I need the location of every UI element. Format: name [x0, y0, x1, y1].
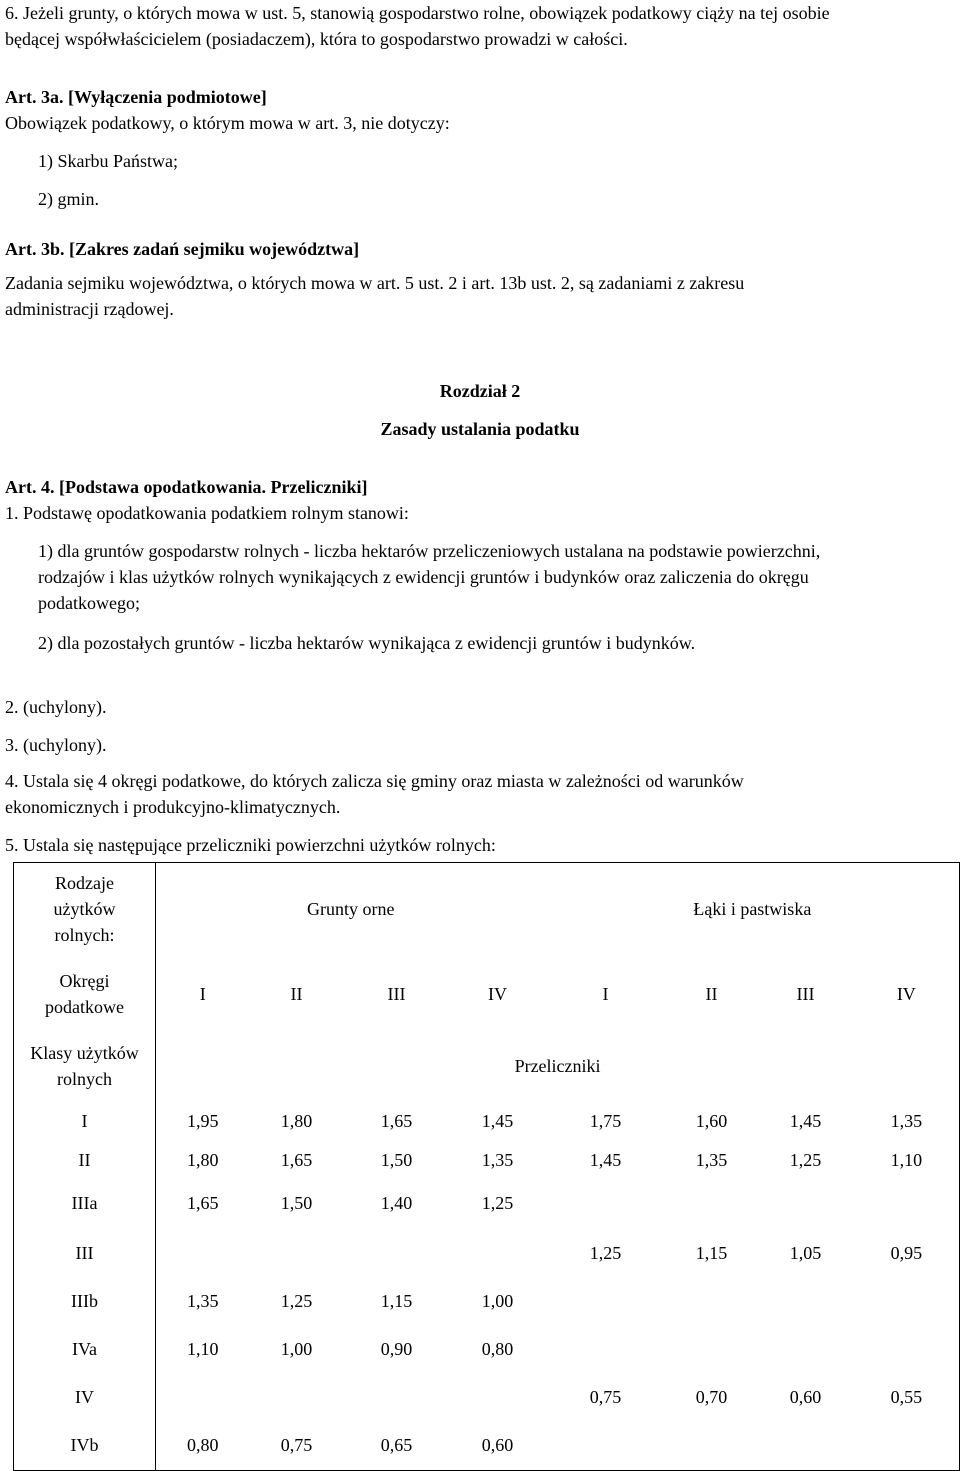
rodzaje-label	[14, 863, 156, 955]
klasa-cell: IV	[14, 1373, 156, 1421]
value-cell: 1,65	[187, 1192, 219, 1213]
value-cell: 1,65	[380, 1110, 413, 1131]
label-line: podatkowe	[45, 996, 124, 1017]
value-cell: 1,65	[280, 1149, 313, 1170]
okreg-cell: III	[387, 983, 406, 1004]
table-header-okregi	[14, 955, 960, 1033]
okreg-cell: IV	[896, 983, 916, 1004]
value-cell: 1,05	[789, 1242, 822, 1263]
table-row	[14, 1143, 960, 1177]
value-cell	[666, 1277, 758, 1325]
value-cell: 1,75	[589, 1110, 622, 1131]
art4-p1: 1. Podstawę opodatkowania podatkiem rolnym stanowi:	[5, 503, 409, 523]
value-cell	[450, 1373, 546, 1421]
table-row	[14, 1177, 960, 1229]
table-header-rodzaje	[14, 863, 960, 955]
label-line: rolnych	[57, 1068, 112, 1089]
value-cell	[854, 1177, 960, 1229]
value-cell	[854, 1277, 960, 1325]
value-cell: 0,90	[380, 1338, 413, 1359]
laki-header: Łąki i pastwiska	[693, 898, 812, 919]
value-cell: 1,35	[481, 1149, 514, 1170]
value-cell	[546, 1177, 666, 1229]
art4-heading: Art. 4. [Podstawa opodatkowania. Przeliczniki]	[5, 477, 368, 497]
paragraph-line: Zadania sejmiku województwa, o których mowa w art. 5 ust. 2 i art. 13b ust. 2, są zadaniami z zakresu	[5, 273, 745, 293]
label-line: rolnych:	[54, 924, 115, 945]
value-cell: 1,25	[280, 1290, 313, 1311]
klasa-cell: IVa	[14, 1325, 156, 1373]
value-cell: 1,45	[481, 1110, 514, 1131]
label-line: użytków	[53, 898, 116, 919]
table-header-klasy	[14, 1033, 960, 1099]
value-cell: 0,60	[789, 1386, 822, 1407]
value-cell	[758, 1177, 854, 1229]
klasa-cell: IIIb	[14, 1277, 156, 1325]
klasa-cell: IIIa	[14, 1177, 156, 1229]
value-cell: 1,10	[890, 1149, 923, 1170]
label-line: Rodzaje	[55, 872, 114, 893]
paragraph-line: podatkowego;	[38, 593, 140, 613]
value-cell: 0,60	[481, 1435, 514, 1456]
value-cell	[156, 1229, 250, 1277]
okreg-cell: I	[602, 983, 609, 1004]
value-cell	[546, 1421, 666, 1471]
paragraph-line: ekonomicznych i produkcyjno-klimatycznych.	[5, 797, 341, 817]
value-cell: 1,25	[589, 1242, 622, 1263]
paragraph-line: administracji rządowej.	[5, 299, 174, 319]
value-cell: 0,75	[589, 1386, 622, 1407]
paragraph-line: będącej współwłaścicielem (posiadaczem), która to gospodarstwo prowadzi w całości.	[5, 29, 628, 49]
value-cell: 1,45	[789, 1110, 822, 1131]
value-cell	[344, 1373, 450, 1421]
value-cell: 1,60	[695, 1110, 728, 1131]
value-cell	[344, 1229, 450, 1277]
value-cell: 1,35	[890, 1110, 923, 1131]
value-cell: 1,80	[187, 1149, 219, 1170]
value-cell: 0,55	[890, 1386, 923, 1407]
chapter-title: Zasady ustalania podatku	[380, 419, 580, 439]
art4-item-2: 2) dla pozostałych gruntów - liczba hektarów wynikająca z ewidencji gruntów i budynków.	[38, 633, 696, 653]
table-row	[14, 1421, 960, 1471]
value-cell	[666, 1177, 758, 1229]
klasa-cell: I	[14, 1099, 156, 1143]
okreg-cell: II	[705, 983, 718, 1004]
value-cell: 1,10	[187, 1338, 219, 1359]
value-cell: 1,35	[187, 1290, 219, 1311]
art3a-item-1: 1) Skarbu Państwa;	[38, 151, 178, 171]
klasa-cell: II	[14, 1143, 156, 1177]
art4-p3: 3. (uchylony).	[5, 735, 107, 755]
paragraph-line: 6. Jeżeli grunty, o których mowa w ust. 5, stanowią gospodarstwo rolne, obowiązek podatkowy ciąży na tej osobie	[5, 3, 830, 23]
value-cell: 0,80	[187, 1435, 219, 1456]
value-cell: 1,25	[481, 1192, 514, 1213]
klasa-cell: III	[14, 1229, 156, 1277]
value-cell	[450, 1229, 546, 1277]
okreg-cell: IV	[488, 983, 508, 1004]
value-cell	[854, 1325, 960, 1373]
value-cell: 0,75	[280, 1435, 313, 1456]
value-cell: 1,80	[280, 1110, 313, 1131]
klasa-cell: IVb	[14, 1421, 156, 1471]
art4-p2: 2. (uchylony).	[5, 697, 107, 717]
value-cell: 0,80	[481, 1338, 514, 1359]
art3b-text	[5, 270, 955, 322]
art4-p4	[5, 768, 955, 820]
label-line: Klasy użytków	[30, 1042, 139, 1063]
value-cell	[250, 1229, 344, 1277]
table-row	[14, 1099, 960, 1143]
paragraph-line: 4. Ustala się 4 okręgi podatkowe, do których zalicza się gminy oraz miasta w zależności od warunków	[5, 771, 744, 791]
value-cell	[666, 1325, 758, 1373]
value-cell: 1,45	[589, 1149, 622, 1170]
value-cell: 1,25	[789, 1149, 822, 1170]
table-row	[14, 1373, 960, 1421]
przeliczniki-table	[13, 862, 960, 1471]
paragraph-line: 1) dla gruntów gospodarstw rolnych - liczba hektarów przeliczeniowych ustalana na podstawie powierzchni,	[38, 541, 821, 561]
table-row	[14, 1325, 960, 1373]
value-cell	[758, 1421, 854, 1471]
table-row	[14, 1277, 960, 1325]
table-body	[14, 1099, 960, 1471]
chapter-number: Rozdział 2	[439, 381, 521, 401]
value-cell: 1,15	[695, 1242, 728, 1263]
value-cell	[854, 1421, 960, 1471]
art4-item-1	[38, 538, 953, 616]
art3b-heading: Art. 3b. [Zakres zadań sejmiku województwa]	[5, 239, 360, 259]
value-cell: 0,65	[380, 1435, 413, 1456]
value-cell	[546, 1325, 666, 1373]
art4-p5: 5. Ustala się następujące przeliczniki powierzchni użytków rolnych:	[5, 835, 496, 855]
value-cell: 1,95	[187, 1110, 219, 1131]
table-row	[14, 1229, 960, 1277]
value-cell	[758, 1277, 854, 1325]
klasy-label	[14, 1033, 156, 1099]
okregi-label	[14, 955, 156, 1033]
value-cell: 1,00	[280, 1338, 313, 1359]
przeliczniki-header: Przeliczniki	[514, 1055, 601, 1076]
art3a-item-2: 2) gmin.	[38, 189, 99, 209]
value-cell: 1,50	[280, 1192, 313, 1213]
value-cell: 1,40	[380, 1192, 413, 1213]
paragraph-6	[5, 0, 955, 52]
label-line: Okręgi	[59, 970, 110, 991]
okreg-cell: III	[796, 983, 815, 1004]
value-cell	[546, 1277, 666, 1325]
value-cell	[250, 1373, 344, 1421]
okreg-cell: I	[199, 983, 206, 1004]
value-cell: 1,00	[481, 1290, 514, 1311]
art3a-text: Obowiązek podatkowy, o którym mowa w art. 3, nie dotyczy:	[5, 113, 450, 133]
value-cell: 1,50	[380, 1149, 413, 1170]
value-cell: 0,95	[890, 1242, 923, 1263]
value-cell	[666, 1421, 758, 1471]
value-cell: 0,70	[695, 1386, 728, 1407]
okreg-cell: II	[290, 983, 303, 1004]
value-cell	[156, 1373, 250, 1421]
art3a-heading: Art. 3a. [Wyłączenia podmiotowe]	[5, 87, 267, 107]
grunty-orne-header: Grunty orne	[307, 898, 395, 919]
value-cell	[758, 1325, 854, 1373]
paragraph-line: rodzajów i klas użytków rolnych wynikających z ewidencji gruntów i budynków oraz zaliczenia do okręgu	[38, 567, 809, 587]
value-cell: 1,15	[380, 1290, 413, 1311]
value-cell: 1,35	[695, 1149, 728, 1170]
